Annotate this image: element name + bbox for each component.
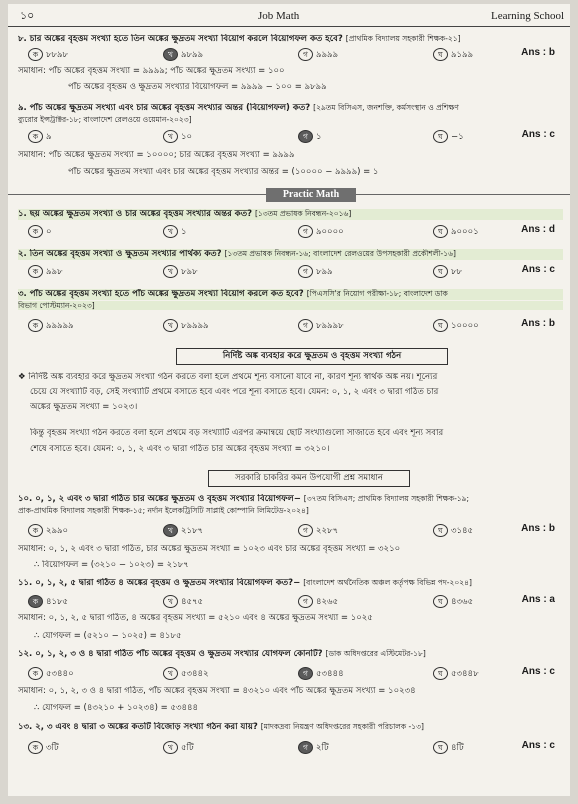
solution-line: ∴ বিয়োগফল = (৩২১০ − ১০২৩) = ২১৮৭ bbox=[34, 560, 189, 570]
solution-line: পাঁচ অঙ্কের বৃহত্তম ও ক্ষুদ্রতম সংখ্যার বিয়োগফল = ৯৯৯৯ − ১০০ = ৯৮৯৯ bbox=[68, 82, 327, 92]
practice-question-2: ২. তিন অঙ্কের বৃহত্তম সংখ্যা ও ক্ষুদ্রতম সংখ্যার পার্থক্য কত? [১৩তম প্রভাষক নিবন্ধন-১৬; বাংলাদেশ রেলওয়ের উপসহকারী প্রকৌশলী-১৬] bbox=[18, 249, 563, 260]
rule-line: কিন্তু বৃহত্তম সংখ্যা গঠন করতে বলা হলে প্রথমে বড় সংখ্যাটি এরপর ক্রমান্বয়ে ছোট সংখ্যাগুলো সাজাতে হবে এবং শূন্য সবার bbox=[30, 428, 444, 438]
question-13: ১৩. ২, ৩ এবং ৪ দ্বারা ৩ অঙ্কের কতটি বিজোড় সংখ্যা গঠন করা যায়? [মাদকদ্রব্য নিয়ন্ত্রণ অধিদপ্তরের সহকারী পরিচালক -১৩] bbox=[18, 722, 424, 732]
practice-banner: Practic Math bbox=[266, 188, 356, 202]
question-10: ১০. ০, ১, ২ এবং ৩ দ্বারা গঠিত চার অঙ্কের ক্ষুদ্রতম ও বৃহত্তম সংখ্যার বিয়োগফল− [৩৭তম বিসিএস; প্রাথমিক বিদ্যালয় সহকারী শিক্ষক-১৯; bbox=[18, 494, 470, 504]
options-9 bbox=[28, 130, 563, 144]
practice-options-3 bbox=[28, 319, 563, 333]
option[interactable]: গ ৪২৬৫ bbox=[298, 595, 338, 608]
practice-question-1: ১. ছয় অঙ্কের ক্ষুদ্রতম সংখ্যা ও চার অঙ্কের বৃহত্তম সংখ্যার অন্তর কত? [১৩তম প্রভাষক নিবন্ধন-২০১৬] bbox=[18, 209, 563, 220]
option[interactable]: খ ৫৩৪৪২ bbox=[163, 667, 209, 680]
options-11 bbox=[28, 595, 563, 609]
option[interactable]: গ ২২৮৭ bbox=[298, 524, 338, 537]
header-title: Job Math bbox=[258, 10, 300, 22]
option[interactable]: খ ৮৯৮ bbox=[163, 265, 198, 278]
question-11: ১১. ০, ১, ২, ৫ দ্বারা গঠিত ৪ অঙ্কের বৃহত্তম ও ক্ষুদ্রতম সংখ্যার বিয়োগফল কত?− [বাংলাদেশ অর্থনৈতিক অঞ্চল কর্তৃপক্ষ বিভিন্ন পদ-২০২৪] bbox=[18, 578, 472, 588]
option[interactable]: ঘ ৯০০০১ bbox=[433, 225, 479, 238]
solution-line: ∴ যোগফল = (৪৩২১০ + ১০২৩৪) = ৫৩৪৪৪ bbox=[34, 703, 199, 713]
option[interactable]: ক ৯৯৯৯৯ bbox=[28, 319, 74, 332]
option[interactable]: গ ৮৯৯৯৮ bbox=[298, 319, 344, 332]
option[interactable]: ক ৯৯৮ bbox=[28, 265, 63, 278]
answer-label: Ans : d bbox=[521, 224, 555, 235]
option[interactable]: ক ৯ bbox=[28, 130, 52, 143]
options-10 bbox=[28, 524, 563, 538]
practice-options-2 bbox=[28, 265, 563, 279]
answer-label: Ans : b bbox=[521, 47, 555, 58]
option[interactable]: গ ২টি bbox=[298, 741, 329, 754]
solution-line: পাঁচ অঙ্কের ক্ষুদ্রতম সংখ্যা এবং চার অঙ্কের বৃহত্তম সংখ্যার অন্তর = (১০০০০ − ৯৯৯৯) = ১ bbox=[68, 167, 379, 177]
question-10-source-cont: প্রাক-প্রাথমিক বিদ্যালয় সহকারী শিক্ষক-১৫; নর্দান ইলেকট্রিসিটি সাপ্লাই কোম্পানি লিমিটেড-২০২৪] bbox=[18, 506, 309, 515]
solution-line: সমাধান: ০, ১, ২ এবং ৩ দ্বারা গঠিত, চার অঙ্কের ক্ষুদ্রতম সংখ্যা = ১০২৩ এবং চার অঙ্কের বৃহত্তম সংখ্যা = ৩২১০ bbox=[18, 544, 401, 554]
option[interactable]: ঘ ৫৩৪৪৮ bbox=[433, 667, 479, 680]
page-header bbox=[8, 4, 570, 27]
option[interactable]: গ ৯৯৯৯ bbox=[298, 48, 338, 61]
solution-line: সমাধান: পাঁচ অঙ্কের ক্ষুদ্রতম সংখ্যা = ১০০০০; চার অঙ্কের বৃহত্তম সংখ্যা = ৯৯৯৯ bbox=[18, 150, 295, 160]
practice-question-3-source-cont: বিভাগ পোস্টম্যান-২০২৩] bbox=[18, 301, 563, 310]
rule-line: ❖ নির্দিষ্ট অঙ্ক ব্যবহার করে ক্ষুদ্রতম সংখ্যা গঠন করতে বলা হলে প্রথমে শূন্য বসানো যাবে না, কারণ শূন্য স্বার্থক অঙ্ক নয়। শূন্যের bbox=[18, 372, 438, 382]
question-8: ৮. চার অঙ্কের বৃহত্তম সংখ্যা হতে তিন অঙ্কের ক্ষুদ্রতম সংখ্যা বিয়োগ করলে বিয়োগফল কত হবে? [প্রাথমিক বিদ্যালয় সহকারী শিক্ষক-২১] bbox=[18, 34, 461, 44]
answer-label: Ans : c bbox=[521, 666, 555, 677]
option[interactable]: ঘ ৩১৪৫ bbox=[433, 524, 473, 537]
answer-label: Ans : c bbox=[521, 740, 555, 751]
solution-line: ∴ যোগফল = (৫২১০ − ১০২৫) = ৪১৮৫ bbox=[34, 631, 182, 641]
solution-line: সমাধান: ০, ১, ২, ৫ দ্বারা গঠিত, ৪ অঙ্কের বৃহত্তম সংখ্যা = ৫২১০ এবং ৪ অঙ্কের ক্ষুদ্রতম সংখ্যা = ১০২৫ bbox=[18, 613, 373, 623]
rule-line: চেয়ে যে সংখ্যাটি বড়, সেই সংখ্যাটি প্রথমে বসাতে হবে এবং পরে শূন্য বসাতে হবে। যেমন: ০, ১, ২ এবং ৩ দ্বারা গঠিত চার bbox=[30, 387, 439, 397]
option[interactable]: খ ৫টি bbox=[163, 741, 194, 754]
options-12 bbox=[28, 667, 563, 681]
option[interactable]: ঘ −১ bbox=[433, 130, 464, 143]
option[interactable]: খ ১০ bbox=[163, 130, 192, 143]
option[interactable]: খ ১ bbox=[163, 225, 187, 238]
option[interactable]: ঘ ১০০০০ bbox=[433, 319, 479, 332]
answer-label: Ans : b bbox=[521, 523, 555, 534]
option[interactable]: খ ৯৮৯৯ bbox=[163, 48, 203, 61]
options-8 bbox=[28, 48, 563, 62]
question-9: ৯. পাঁচ অঙ্কের ক্ষুদ্রতম সংখ্যা এবং চার অঙ্কের বৃহত্তম সংখ্যার অন্তর (বিয়োগফল) কত? [২৯তম বিসিএস, জনশক্তি, কর্মসংস্থান ও প্রশিক্ষণ bbox=[18, 103, 459, 113]
options-13 bbox=[28, 741, 563, 755]
solution-line: সমাধান: ০, ১, ২, ৩ ও ৪ দ্বারা গঠিত, পাঁচ অঙ্কের বৃহত্তম সংখ্যা = ৪৩২১০ এবং পাঁচ অঙ্কের ক্ষুদ্রতম সংখ্যা = ১০২৩৪ bbox=[18, 686, 416, 696]
option[interactable]: খ ৮৯৯৯৯ bbox=[163, 319, 209, 332]
option[interactable]: খ ৪৫৭৫ bbox=[163, 595, 203, 608]
practice-options-1 bbox=[28, 225, 563, 239]
option[interactable]: ক ৪১৮৫ bbox=[28, 595, 68, 608]
rule-line: শেষে বসাতে হবে। যেমন: ০, ১, ২ এবং ৩ দ্বারা গঠিত চার অঙ্কের বৃহত্তম সংখ্যা = ৩২১০। bbox=[30, 444, 330, 454]
option[interactable]: গ ১ bbox=[298, 130, 322, 143]
document-page bbox=[8, 4, 570, 796]
answer-label: Ans : c bbox=[521, 129, 555, 140]
answer-label: Ans : b bbox=[521, 318, 555, 329]
page-number: ১০ bbox=[20, 10, 35, 22]
option[interactable]: ক ৫৩৪৪০ bbox=[28, 667, 74, 680]
question-9-source-cont: ব্যুরোর ইন্সট্রাক্টর-১৮; বাংলাদেশ রেলওয়ে ওয়েমান-২০২৩] bbox=[18, 115, 192, 124]
option[interactable]: ঘ ৪৩৬৫ bbox=[433, 595, 473, 608]
option[interactable]: ক ৮৮৯৮ bbox=[28, 48, 68, 61]
option[interactable]: ঘ ৪টি bbox=[433, 741, 464, 754]
option[interactable]: গ ৫৩৪৪৪ bbox=[298, 667, 344, 680]
answer-label: Ans : a bbox=[521, 594, 555, 605]
option[interactable]: ঘ ৮৮ bbox=[433, 265, 462, 278]
practice-question-3: ৩. পাঁচ অঙ্কের বৃহত্তম সংখ্যা হতে পাঁচ অঙ্কের ক্ষুদ্রতম সংখ্যা বিয়োগ করলে কত হবে? [পিএসসি'র নিয়োগ পরীক্ষা-১৮; বাংলাদেশ ডাক bbox=[18, 289, 563, 300]
option[interactable]: ক ২৯৯০ bbox=[28, 524, 68, 537]
option[interactable]: ক ৩টি bbox=[28, 741, 59, 754]
question-12: ১২. ০, ১, ২, ৩ ও ৪ দ্বারা গঠিত পাঁচ অঙ্কের বৃহত্তম ও ক্ষুদ্রতম সংখ্যার যোগফল কোনটি? [ডাক অধিদপ্তরের এস্টিমেটর-১৮] bbox=[18, 649, 426, 659]
answer-label: Ans : c bbox=[521, 264, 555, 275]
option[interactable]: গ ৯০০০০ bbox=[298, 225, 344, 238]
rule-line: অঙ্কের ক্ষুদ্রতম সংখ্যা = ১০২৩। bbox=[30, 402, 138, 412]
option[interactable]: ঘ ৯১৯৯ bbox=[433, 48, 473, 61]
solution-line: সমাধান: পাঁচ অঙ্কের বৃহত্তম সংখ্যা = ৯৯৯৯; পাঁচ অঙ্কের ক্ষুদ্রতম সংখ্যা = ১০০ bbox=[18, 66, 285, 76]
section-heading: নির্দিষ্ট অঙ্ক ব্যবহার করে ক্ষুদ্রতম ও বৃহত্তম সংখ্যা গঠন bbox=[176, 348, 448, 365]
option[interactable]: ক ০ bbox=[28, 225, 52, 238]
option[interactable]: গ ৮৯৯ bbox=[298, 265, 333, 278]
header-brand: Learning School bbox=[490, 10, 564, 22]
section-heading-2: সরকারি চাকরির কমন উপযোগী প্রশ্ন সমাধান bbox=[208, 470, 410, 487]
option[interactable]: খ ২১৮৭ bbox=[163, 524, 203, 537]
